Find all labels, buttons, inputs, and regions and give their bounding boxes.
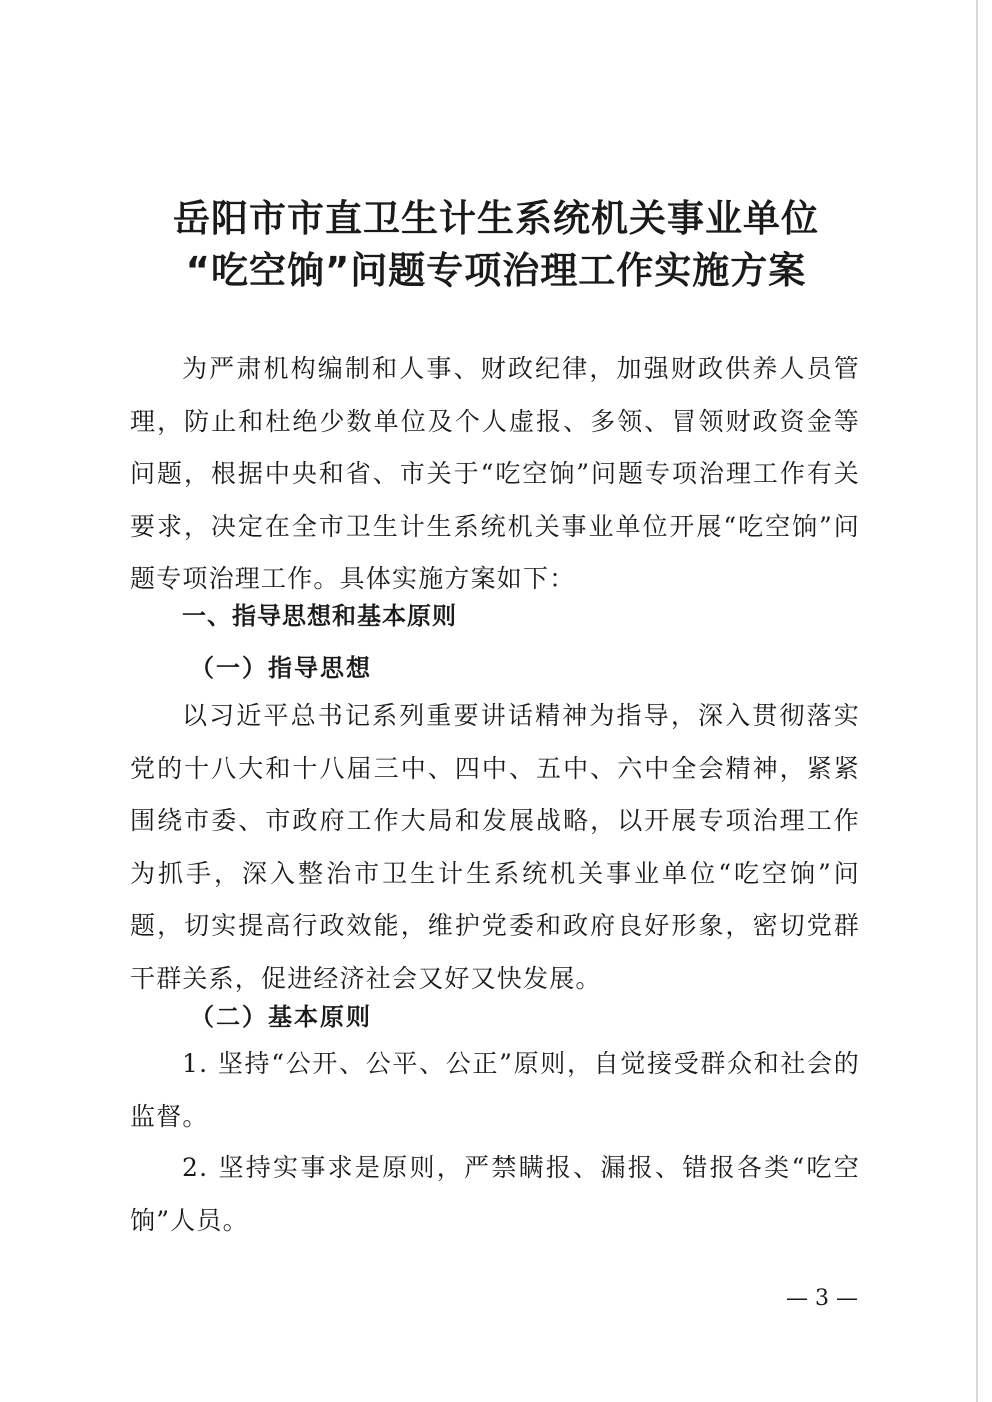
guiding-ideology-paragraph: 以习近平总书记系列重要讲话精神为指导，深入贯彻落实党的十八大和十八届三中、四中、五中、六中全会精神，紧紧围绕市委、市政府工作大局和发展战略，以开展专项治理工作为抓手，深入整治市卫生计生系统机关事业单位“吃空饷”问题，切实提高行政效能，维护党委和政府良好形象，密切党群干群关系，促进经济社会又好又快发展。 bbox=[130, 701, 860, 993]
section-heading-guiding-principles: 一、指导思想和基本原则 bbox=[182, 602, 457, 630]
subsection-heading-basic-principles: （二）基本原则 bbox=[190, 1003, 372, 1031]
principle-item-1: 1. 坚持“公开、公平、公正”原则，自觉接受群众和社会的监督。 bbox=[130, 1049, 860, 1131]
intro-paragraph: 为严肃机构编制和人事、财政纪律，加强财政供养人员管理，防止和杜绝少数单位及个人虚报、多领、冒领财政资金等问题，根据中央和省、市关于“吃空饷”问题专项治理工作有关要求，决定在全市卫生计生系统机关事业单位开展“吃空饷”问题专项治理工作。具体实施方案如下： bbox=[130, 354, 860, 593]
subsection-heading-guiding-ideology: （一）指导思想 bbox=[190, 654, 372, 682]
document-title-line-1: 岳阳市市直卫生计生系统机关事业单位 bbox=[173, 197, 819, 240]
document-title-line-2: “吃空饷”问题专项治理工作实施方案 bbox=[185, 249, 807, 292]
principle-item-2: 2. 坚持实事求是原则，严禁瞒报、漏报、错报各类“吃空饷”人员。 bbox=[130, 1153, 860, 1235]
page-number: — 3 — bbox=[786, 1286, 858, 1311]
